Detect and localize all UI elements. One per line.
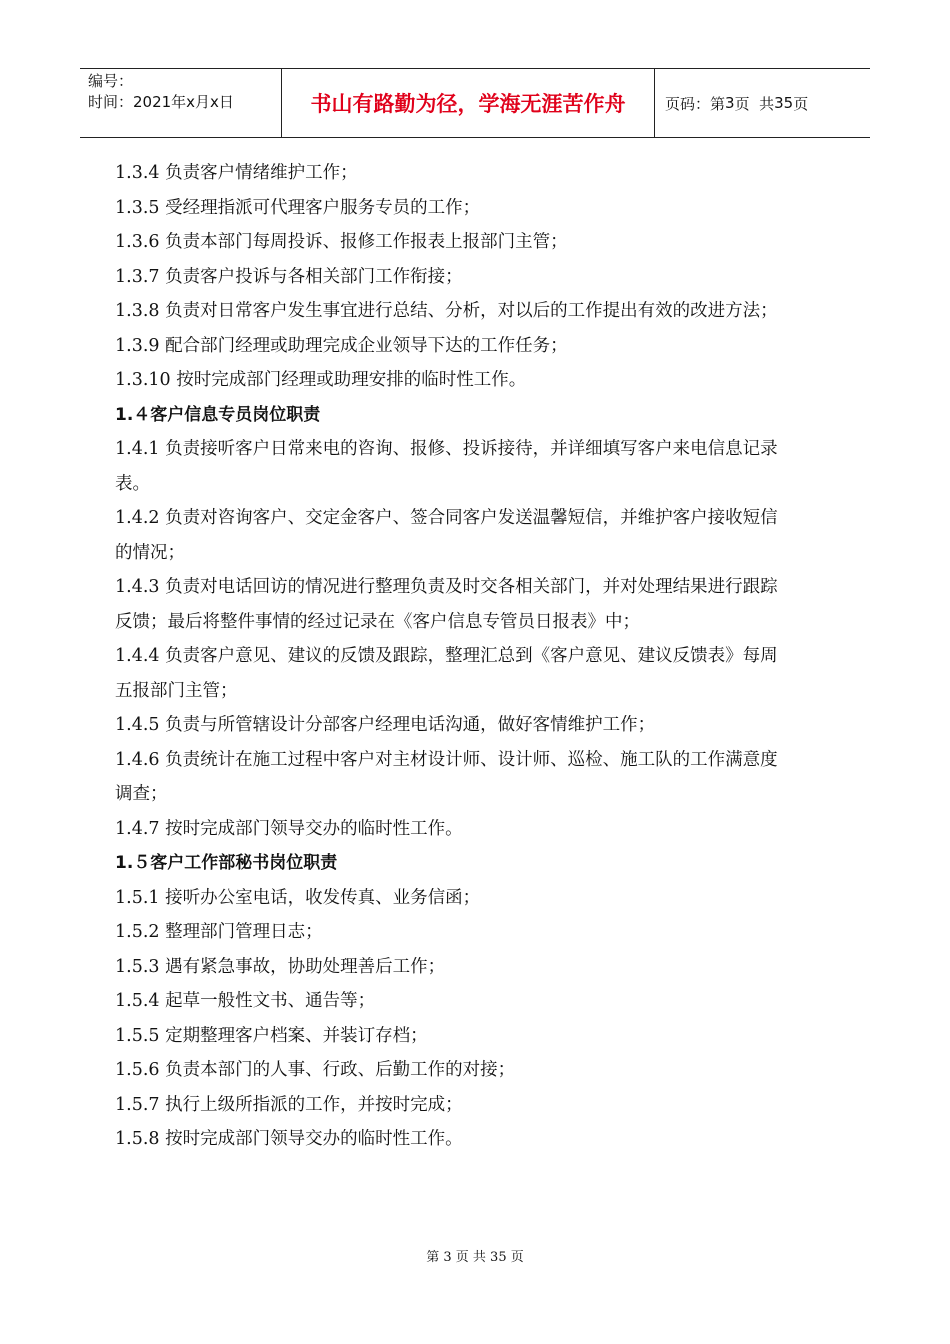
body-line: 1.3.10 按时完成部门经理或助理安排的临时性工作。 bbox=[115, 370, 527, 390]
section-heading: 1.４客户信息专员岗位职责 bbox=[115, 404, 321, 425]
page-end: 页 bbox=[793, 94, 809, 113]
body-line: 调查； bbox=[115, 784, 168, 804]
body-line: 1.4.6 负责统计在施工过程中客户对主材设计师、设计师、巡检、施工队的工作满意度 bbox=[115, 749, 778, 770]
body-line: 1.5.2 整理部门管理日志； bbox=[115, 922, 323, 942]
body-line: 1.3.4 负责客户情绪维护工作； bbox=[115, 163, 358, 183]
body-line: 1.4.2 负责对咨询客户、交定金客户、签合同客户发送温馨短信，并维护客户接收短信 bbox=[115, 508, 778, 528]
body-line: 1.5.7 执行上级所指派的工作，并按时完成； bbox=[115, 1094, 463, 1115]
body-line: 1.4.5 负责与所管辖设计分部客户经理电话沟通，做好客情维护工作； bbox=[115, 715, 656, 735]
document-body bbox=[115, 156, 840, 1157]
header-page-info bbox=[655, 69, 870, 137]
body-line: 1.3.6 负责本部门每周投诉、报修工作报表上报部门主管； bbox=[115, 232, 568, 252]
page-footer: 第 3 页 共 35 页 bbox=[426, 1250, 524, 1265]
body-line: 五报部门主管； bbox=[115, 680, 238, 701]
body-line: 1.5.4 起草一般性文书、通告等； bbox=[115, 991, 376, 1011]
body-line: 的情况； bbox=[115, 542, 185, 563]
body-line: 表。 bbox=[115, 473, 150, 494]
body-line: 1.5.1 接听办公室电话，收发传真、业务信函； bbox=[115, 887, 481, 908]
body-line: 1.4.3 负责对电话回访的情况进行整理负责及时交各相关部门，并对处理结果进行跟踪 bbox=[115, 577, 778, 597]
header-meta bbox=[80, 69, 282, 137]
body-line: 1.3.8 负责对日常客户发生事宜进行总结、分析，对以后的工作提出有效的改进方法； bbox=[115, 301, 778, 321]
page-total: 35 bbox=[774, 94, 794, 112]
body-line: 反馈；最后将整件事情的经过记录在《客户信息专管员日报表》中； bbox=[115, 611, 640, 632]
page-header bbox=[80, 68, 870, 138]
body-line: 1.5.6 负责本部门的人事、行政、后勤工作的对接； bbox=[115, 1060, 516, 1080]
page-label: 页码：第 bbox=[665, 94, 726, 113]
header-motto: 书山有路勤为径，学海无涯苦作舟 bbox=[282, 69, 655, 137]
body-line: 1.5.5 定期整理客户档案、并装订存档； bbox=[115, 1025, 428, 1046]
body-line: 1.4.1 负责接听客户日常来电的咨询、报修、投诉接待，并详细填写客户来电信息记录 bbox=[115, 439, 778, 459]
document-number-label: 编号： bbox=[88, 72, 134, 90]
body-line: 1.3.5 受经理指派可代理客户服务专员的工作； bbox=[115, 197, 481, 218]
body-line: 1.4.7 按时完成部门领导交办的临时性工作。 bbox=[115, 818, 463, 839]
section-heading: 1.５客户工作部秘书岗位职责 bbox=[115, 853, 338, 873]
body-line: 1.5.3 遇有紧急事故，协助处理善后工作； bbox=[115, 956, 446, 977]
body-line: 1.3.9 配合部门经理或助理完成企业领导下达的工作任务； bbox=[115, 335, 568, 356]
body-line: 1.5.8 按时完成部门领导交办的临时性工作。 bbox=[115, 1129, 463, 1149]
document-time-label: 时间：2021年x月x日 bbox=[88, 93, 234, 111]
page-current: 3 bbox=[725, 94, 735, 112]
page-middle: 页 共 bbox=[734, 94, 775, 113]
body-line: 1.4.4 负责客户意见、建议的反馈及跟踪，整理汇总到《客户意见、建议反馈表》每周 bbox=[115, 646, 778, 666]
body-line: 1.3.7 负责客户投诉与各相关部门工作衔接； bbox=[115, 266, 463, 287]
